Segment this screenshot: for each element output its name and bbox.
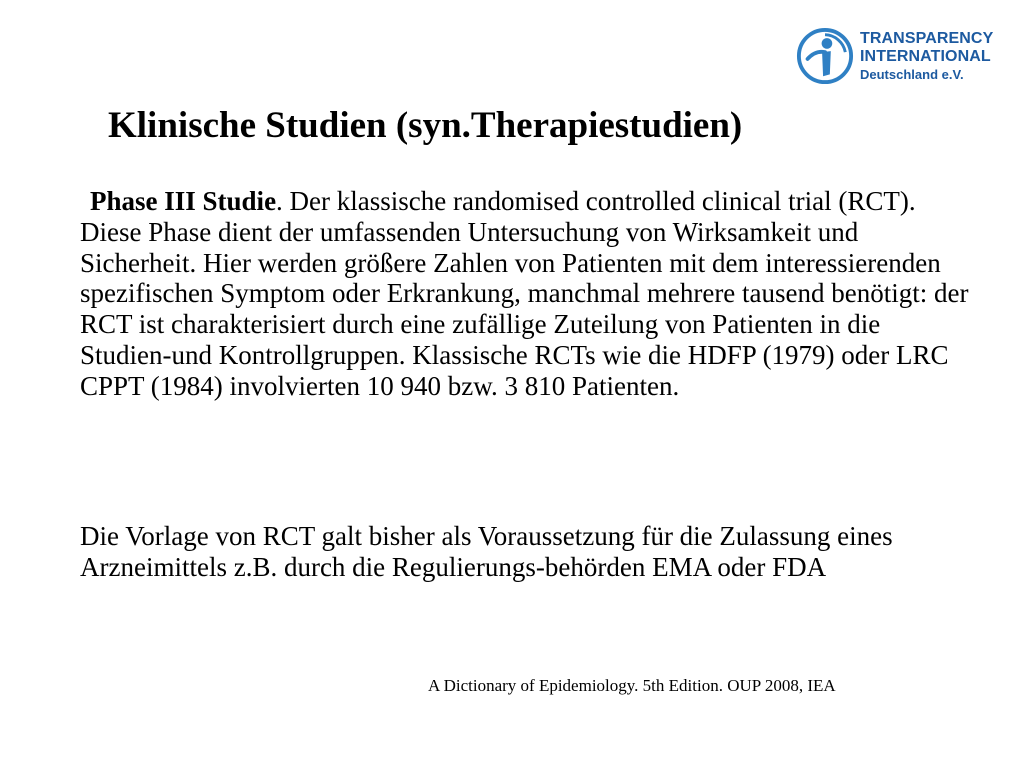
transparency-international-logo-icon [796,27,854,85]
rct-approval-paragraph: Die Vorlage von RCT galt bisher als Voraussetzung für die Zulassung eines Arzneimittels z.B. durch die Regulierungs-behörden EMA oder FDA [80,521,893,582]
source-citation: A Dictionary of Epidemiology. 5th Edition. OUP 2008, IEA [428,676,836,695]
phase-three-lead: Phase III Studie [90,186,277,216]
logo-text-line2: INTERNATIONAL [860,48,991,65]
slide-title: Klinische Studien (syn.Therapiestudien) [108,105,743,146]
logo-wordmark [860,31,993,81]
transparency-international-logo [796,24,996,88]
logo-text-line3: Deutschland e.V. [860,67,964,82]
logo-text-line1: TRANSPARENCY [860,30,994,47]
phase-three-paragraph [80,186,970,402]
phase-three-text: . Der klassische randomised controlled clinical trial (RCT). Diese Phase dient der umfassenden Untersuchung von Wirksamkeit und Sicherheit. Hier werden größere Zahlen von Patienten mit dem interessierenden spezifischen Symptom oder Erkrankung, manchmal mehrere tausend benötigt: der RCT ist charakterisiert durch eine zufällige Zuteilung von Patienten in die Studien-und Kontrollgruppen. Klassische RCTs wie die HDFP (1979) oder LRC CPPT (1984) involvierten 10 940 bzw. 3 810 Patienten. [80,186,969,401]
